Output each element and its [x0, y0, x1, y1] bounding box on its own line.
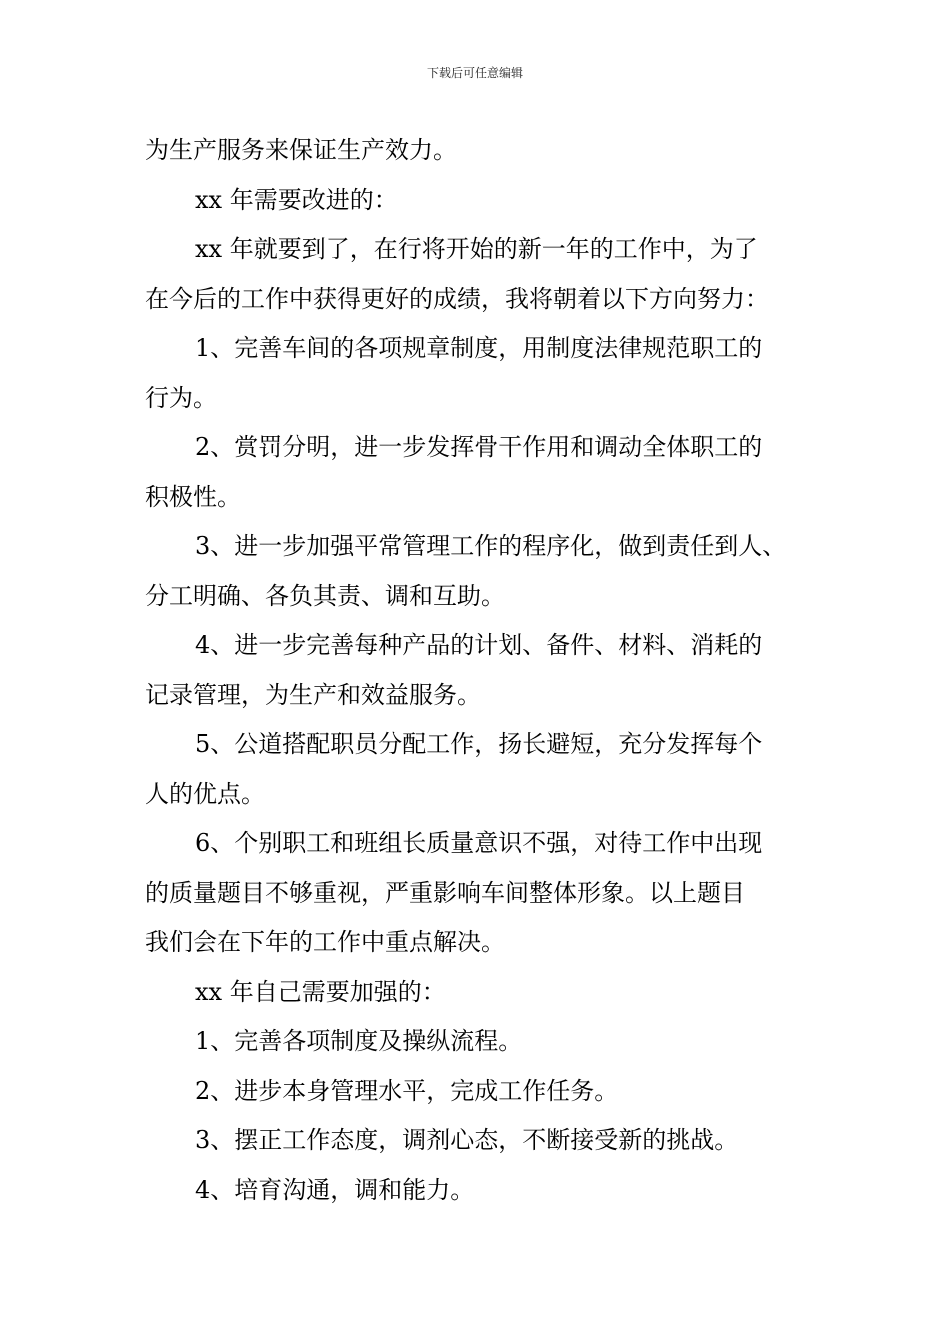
- list-item-line: 1、完善各项制度及操纵流程。: [195, 1027, 523, 1055]
- list-item-line: 4、培育沟通，调和能力。: [195, 1175, 475, 1204]
- section-heading: xx 年自己需要加强的：: [195, 977, 446, 1006]
- list-item-line: 行为。: [145, 383, 217, 412]
- list-item-line: 1、完善车间的各项规章制度，用制度法律规范职工的: [195, 334, 763, 362]
- document-body: [145, 126, 845, 1215]
- list-item-line: 2、赏罚分明，进一步发挥骨干作用和调动全体职工的: [195, 433, 763, 461]
- page-header: 下载后可任意编辑: [426, 66, 523, 80]
- list-item-line: 分工明确、各负其责、调和互助。: [145, 581, 505, 610]
- text-line: 为生产服务来保证生产效力。: [145, 136, 457, 164]
- section-heading: xx 年需要改进的：: [195, 185, 398, 214]
- list-item-line: 3、摆正工作态度，调剂心态，不断接受新的挑战。: [195, 1126, 739, 1154]
- paragraph-line: xx 年就要到了，在行将开始的新一年的工作中，为了: [195, 235, 758, 263]
- list-item-line: 3、进一步加强平常管理工作的程序化，做到责任到人、: [195, 532, 787, 560]
- list-item-line: 积极性。: [145, 482, 241, 511]
- list-item-line: 2、进步本身管理水平，完成工作任务。: [195, 1076, 619, 1105]
- list-item-line: 的质量题目不够重视，严重影响车间整体形象。以上题目: [145, 878, 745, 907]
- list-item-line: 我们会在下年的工作中重点解决。: [145, 928, 505, 956]
- list-item-line: 人的优点。: [145, 779, 265, 808]
- list-item-line: 5、公道搭配职员分配工作，扬长避短，充分发挥每个: [195, 730, 763, 758]
- list-item-line: 6、个别职工和班组长质量意识不强，对待工作中出现: [195, 829, 763, 857]
- list-item-line: 4、进一步完善每种产品的计划、备件、材料、消耗的: [195, 631, 763, 659]
- paragraph-line: 在今后的工作中获得更好的成绩，我将朝着以下方向努力：: [145, 284, 769, 313]
- list-item-line: 记录管理，为生产和效益服务。: [145, 680, 481, 709]
